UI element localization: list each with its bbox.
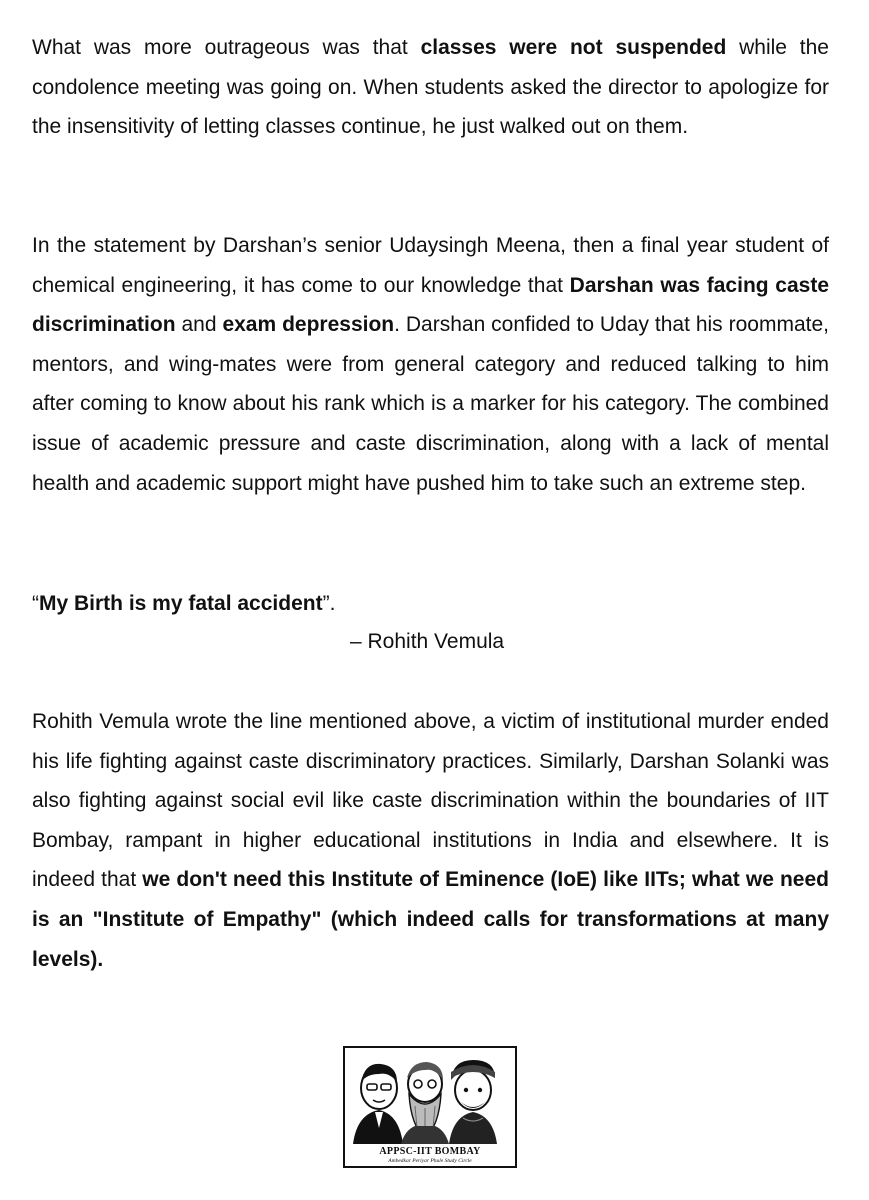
bold-run: classes were not suspended — [420, 36, 727, 59]
logo-subtitle: Ambedkar Periyar Phule Study Circle — [388, 1158, 472, 1164]
paragraph-rohith-vemula — [32, 702, 829, 979]
quote-line — [32, 584, 335, 624]
logo-title: APPSC-IIT BOMBAY — [379, 1146, 481, 1157]
quote-open-mark: “ — [32, 592, 39, 615]
bold-run: exam depression — [222, 313, 395, 337]
text-run: and — [175, 313, 223, 337]
text-run: . Darshan confided to Uday that his roommate, mentors, and wing-mates were from general category and reduced talking to him after coming to know about his rank which is a marker for his category. The combined issue of academic pressure and caste discrimination, along with a lack of mental health and academic support might have pushed him to take such an extreme step. — [32, 313, 829, 495]
quote-attribution: – Rohith Vemula — [350, 630, 505, 653]
text-run: Rohith Vemula wrote the line mentioned above, a victim of institutional murder ended his life fighting against caste discriminatory practices. Similarly, Darshan Solanki was also fighting against social evil like caste discrimination within the boundaries of IIT Bombay, rampant in higher educational institutions in India and elsewhere. It is indeed that — [32, 710, 829, 892]
text-run: In the statement by Darshan’s senior Udaysingh Meena, then a final year student of chemical engineering, it has come to our knowledge that — [32, 234, 829, 297]
paragraph-udaysingh-statement — [32, 226, 829, 503]
text-run: while the condolence meeting was going on. When students asked the director to apologize for the insensitivity of letting classes continue, he just walked out on them. — [32, 36, 829, 139]
text-run: What was more outrageous was that — [32, 36, 421, 59]
quote-text: My Birth is my fatal accident — [39, 592, 323, 615]
bold-run: Darshan was facing caste discrimination — [32, 273, 829, 337]
bold-run: we don't need this Institute of Eminence (IoE) like IITs; what we need is an "Institute of Empathy" (which indeed calls for transformations at many levels). — [32, 868, 829, 971]
appsc-logo — [343, 1046, 517, 1168]
quote-close-mark: ”. — [322, 592, 336, 615]
paragraph-classes-not-suspended — [32, 28, 829, 147]
